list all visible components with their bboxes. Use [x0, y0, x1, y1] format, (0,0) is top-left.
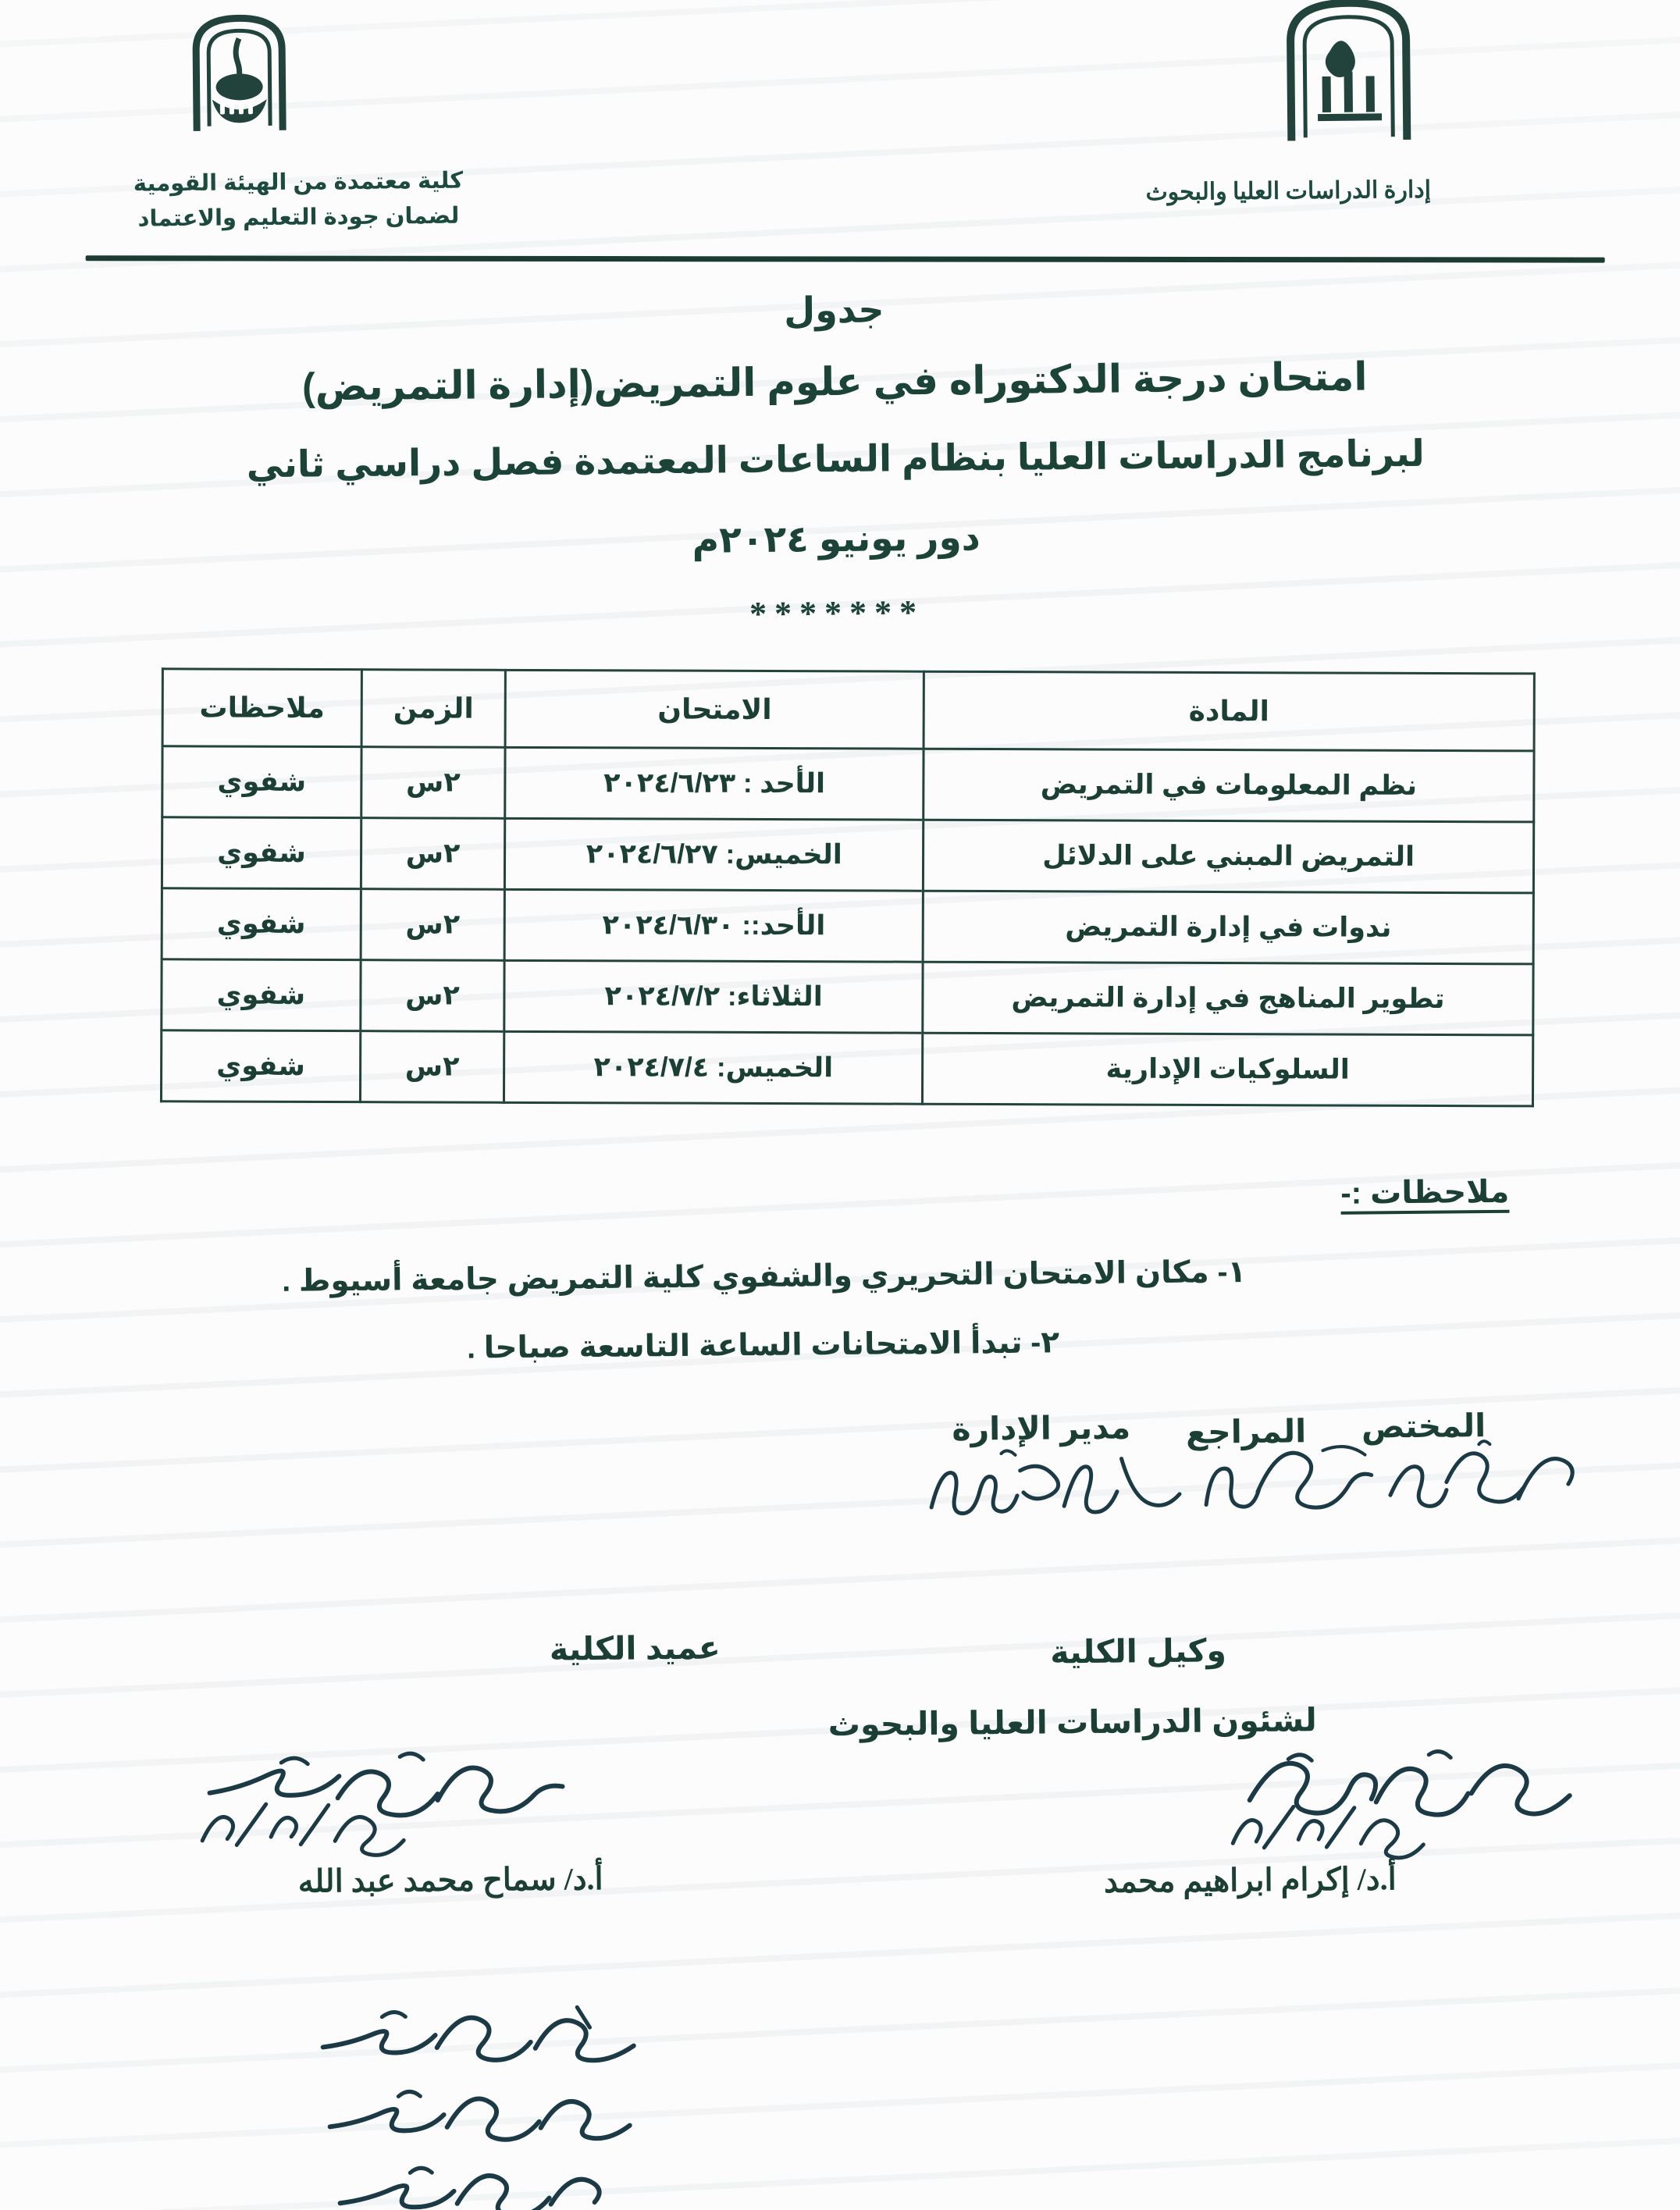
title-separator: ******* — [749, 593, 925, 634]
cell-time: ٢س — [361, 960, 505, 1032]
cell-time: ٢س — [361, 889, 505, 961]
dean-label: عميد الكلية — [549, 1629, 721, 1667]
table-row — [161, 1030, 1532, 1106]
column-header-time: الزمن — [361, 670, 506, 748]
signature-label-manager: مدير الإدارة — [952, 1409, 1131, 1447]
cell-time: ٢س — [360, 1031, 504, 1103]
table-row — [162, 959, 1533, 1035]
exam-schedule-table — [160, 667, 1536, 1107]
table-row — [162, 888, 1533, 964]
cell-exam: الخميس: ٢٠٢٤/٦/٢٧ — [505, 818, 924, 891]
vice-dean-name: أ.د/ إكرام ابراهيم محمد — [1103, 1861, 1397, 1899]
dean-name: أ.د/ سماح محمد عبد الله — [297, 1860, 603, 1899]
page-title: جدول — [784, 289, 884, 331]
accreditation-statement — [133, 164, 464, 237]
title-session-line: دور يونيو ٢٠٢٤م — [692, 516, 981, 561]
handwritten-note-line-1 — [315, 2000, 643, 2066]
handwritten-signature-manager — [1385, 1439, 1581, 1514]
table-row — [162, 746, 1534, 822]
faculty-of-nursing-logo-icon — [173, 12, 307, 138]
title-program-line: لبرنامج الدراسات العليا بنظام الساعات المعتمدة فصل دراسي ثاني — [246, 432, 1426, 486]
vice-dean-label-line-1: وكيل الكلية — [1050, 1632, 1227, 1671]
column-header-exam: الامتحان — [505, 670, 924, 749]
cell-notes: شفوي — [162, 746, 361, 818]
cell-subject: تطوير المناهج في إدارة التمريض — [923, 962, 1533, 1035]
cell-subject: السلوكيات الإدارية — [923, 1033, 1533, 1106]
cell-exam: الأحد : ٢٠٢٤/٦/٢٣ — [505, 747, 924, 820]
column-header-notes: ملاحظات — [162, 669, 361, 747]
cell-exam: الأحد:: ٢٠٢٤/٦/٣٠ — [504, 889, 923, 962]
department-name: إدارة الدراسات العليا والبحوث — [1145, 176, 1432, 206]
note-item-2: ٢- تبدأ الامتحانات الساعة التاسعة صباحا . — [466, 1326, 1060, 1365]
header-divider-rule — [86, 255, 1605, 262]
accreditation-line-1: كلية معتمدة من الهيئة القومية — [133, 168, 464, 197]
cell-time: ٢س — [361, 747, 506, 819]
cell-subject: نظم المعلومات في التمريض — [924, 749, 1534, 822]
cell-exam: الثلاثاء: ٢٠٢٤/٧/٢ — [504, 960, 923, 1033]
schedule-table-wrapper — [160, 667, 1536, 1107]
handwritten-date-dean — [194, 1801, 414, 1858]
title-degree-line: امتحان درجة الدكتوراه في علوم التمريض(إدارة التمريض) — [301, 354, 1368, 409]
handwritten-signature-specialist — [926, 1447, 1184, 1520]
note-item-1: ١- مكان الامتحان التحريري والشفوي كلية التمريض جامعة أسيوط . — [281, 1255, 1247, 1298]
cell-notes: شفوي — [162, 888, 361, 960]
table-header-row — [162, 669, 1534, 751]
handwritten-signature-vice-dean — [1241, 1746, 1578, 1842]
signature-label-reviewer: المراجع — [1185, 1413, 1307, 1450]
notes-heading: ملاحظات :- — [1340, 1174, 1510, 1211]
cell-exam: الخميس: ٢٠٢٤/٧/٤ — [504, 1031, 923, 1104]
cell-subject: التمريض المبني على الدلائل — [924, 820, 1534, 893]
cell-subject: ندوات في إدارة التمريض — [923, 891, 1533, 964]
accreditation-line-2: لضمان جودة التعليم والاعتماد — [137, 203, 460, 232]
vice-dean-label-line-2: لشئون الدراسات العليا والبحوث — [828, 1702, 1317, 1743]
cell-notes: شفوي — [161, 1030, 360, 1102]
handwritten-date-vice-dean — [1226, 1804, 1438, 1861]
handwritten-signature-dean — [203, 1747, 571, 1837]
column-header-subject: المادة — [924, 671, 1534, 751]
cell-time: ٢س — [361, 818, 505, 890]
handwritten-note-line-3 — [332, 2156, 645, 2210]
cell-notes: شفوي — [162, 817, 361, 889]
cell-notes: شفوي — [162, 959, 361, 1031]
table-row — [162, 817, 1533, 893]
assiut-university-logo-icon — [1270, 0, 1428, 144]
handwritten-note-line-2 — [323, 2079, 636, 2144]
signature-label-specialist: المختص — [1361, 1407, 1486, 1445]
